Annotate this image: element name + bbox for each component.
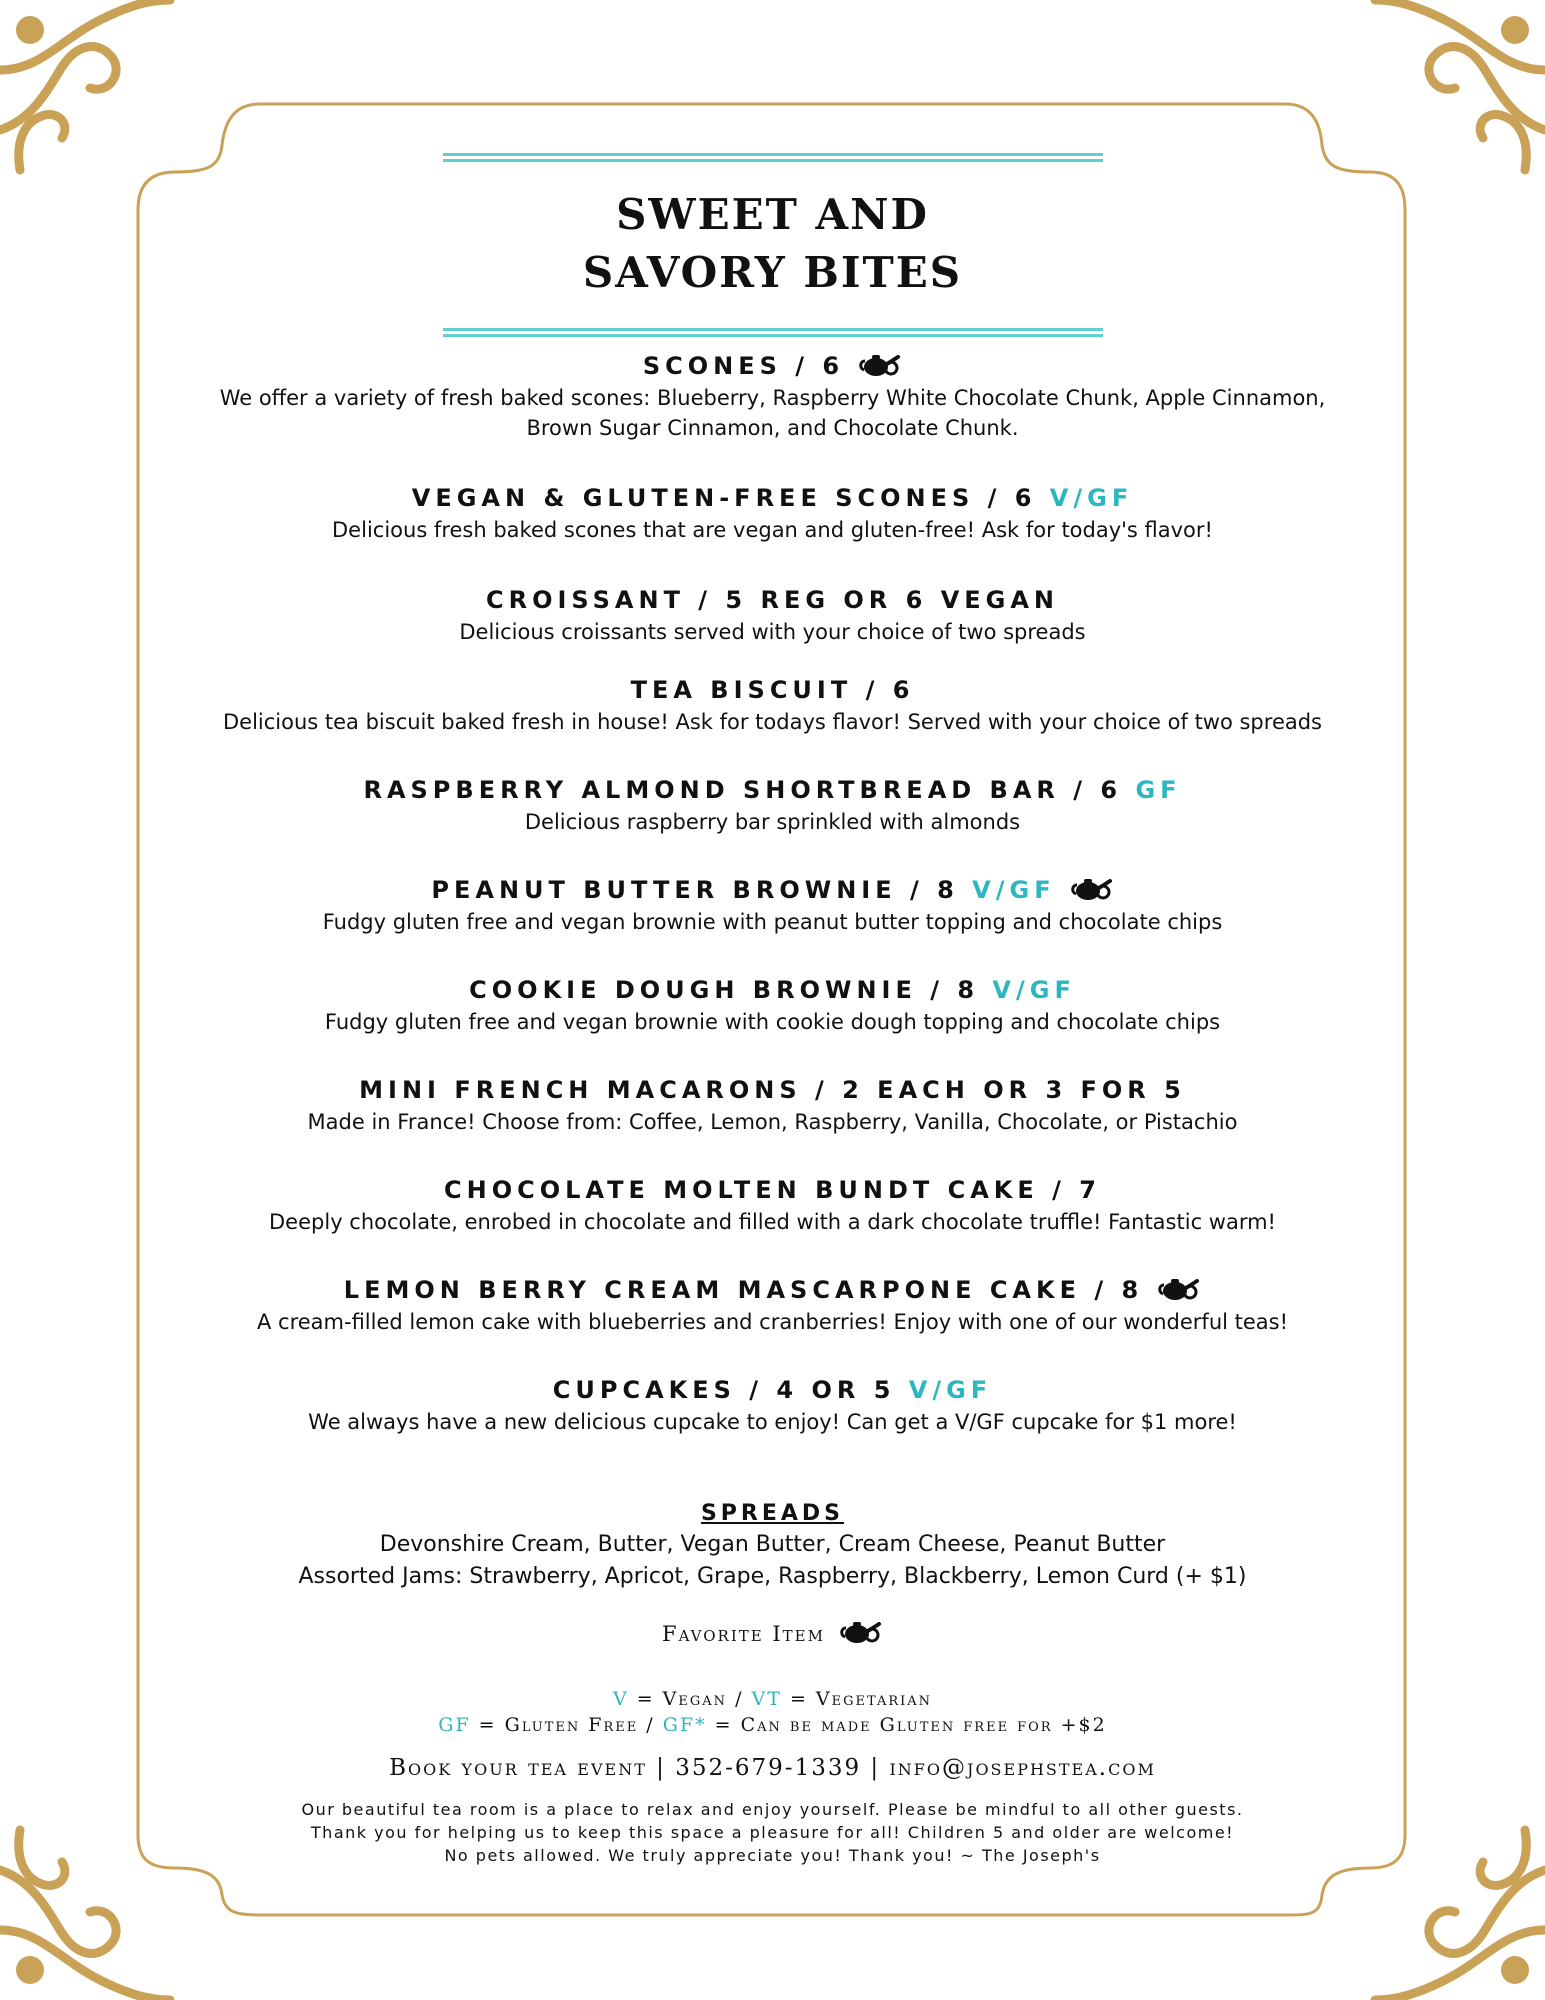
top-rule [443,153,1103,162]
menu-content [140,150,1405,1867]
menu-item [140,1073,1405,1137]
item-description: Fudgy gluten free and vegan brownie with cookie dough topping and chocolate chips [324,1010,1221,1034]
item-name: CUPCAKES / 4 OR 5 V/GF [552,1376,993,1404]
legend-gf: GF [438,1714,471,1736]
spreads-line-2: Assorted Jams: Strawberry, Apricot, Grape, Raspberry, Blackberry, Lemon Curd (+ $1) [298,1564,1247,1589]
item-description: Brown Sugar Cinnamon, and Chocolate Chunk. [526,416,1019,440]
item-description: We always have a new delicious cupcake to enjoy! Can get a V/GF cupcake for $1 more! [308,1410,1237,1434]
diet-tag: V/GF [908,1376,993,1404]
item-name: RASPBERRY ALMOND SHORTBREAD BAR / 6 GF [363,776,1182,804]
footer-note: Our beautiful tea room is a place to relax and enjoy yourself. Please be mindful to all other guests. Thank you for helping us to keep this space a pleasure for all! Children 5 and older are welcome! No pets allowed. We truly appreciate you! Thank you! ~ The Joseph's [301,1800,1244,1865]
legend-v: V [612,1688,629,1710]
item-description: A cream-filled lemon cake with blueberries and cranberries! Enjoy with one of our wonderful teas! [256,1310,1289,1334]
diet-tag: V/GF [992,976,1076,1004]
item-name: MINI FRENCH MACARONS / 2 EACH OR 3 FOR 5 [359,1076,1186,1104]
favorite-label: Favorite Item [662,1622,825,1646]
item-description: Made in France! Choose from: Coffee, Lemon, Raspberry, Vanilla, Chocolate, or Pistachio [307,1110,1238,1134]
diet-tag: V/GF [1049,484,1134,512]
diet-tag: V/GF [972,876,1056,904]
menu-items [140,349,1405,1437]
teapot-icon [839,1619,883,1645]
item-description: Fudgy gluten free and vegan brownie with peanut butter topping and chocolate chips [322,910,1223,934]
item-name: COOKIE DOUGH BROWNIE / 8 V/GF [469,976,1076,1004]
menu-item [140,773,1405,837]
menu-item [140,583,1405,647]
teapot-icon [858,352,902,378]
menu-item [140,673,1405,737]
diet-tag: GF [1135,776,1182,804]
item-name: CROISSANT / 5 REG OR 6 VEGAN [485,586,1060,614]
teapot-icon [1157,1276,1201,1302]
item-description: Delicious tea biscuit baked fresh in house! Ask for todays flavor! Served with your choice of two spreads [222,710,1322,734]
item-name: TEA BISCUIT / 6 [630,676,915,704]
item-description: Delicious fresh baked scones that are vegan and gluten-free! Ask for today's flavor! [332,518,1213,542]
spreads-line-1: Devonshire Cream, Butter, Vegan Butter, Cream Cheese, Peanut Butter [379,1532,1166,1557]
spreads-section [140,1499,1405,1593]
menu-item [140,873,1405,937]
page-title [140,186,1405,302]
menu-item [140,1373,1405,1437]
item-description: Deeply chocolate, enrobed in chocolate and filled with a dark chocolate truffle! Fantastic warm! [269,1210,1276,1234]
menu-item [140,481,1405,545]
item-name: PEANUT BUTTER BROWNIE / 8 V/GF [140,873,1405,907]
item-description: We offer a variety of fresh baked scones: Blueberry, Raspberry White Chocolate Chunk, Apple Cinnamon, [219,386,1326,410]
teapot-icon [1070,876,1114,902]
item-name: CHOCOLATE MOLTEN BUNDT CAKE / 7 [444,1176,1101,1204]
item-description: Delicious raspberry bar sprinkled with almonds [524,810,1021,834]
menu-item [140,349,1405,443]
diet-legend: V = Vegan / VT = Vegetarian GF = Gluten Free / GF* = Can be made Gluten free for +$2 [438,1688,1107,1736]
legend-gf-star: GF* [662,1714,707,1736]
item-name: SCONES / 6 [140,349,1405,383]
favorite-legend [140,1619,1405,1648]
title-line-1: SWEET AND [616,190,929,239]
title-line-2: SAVORY BITES [582,248,963,297]
menu-item [140,973,1405,1037]
bottom-rule [443,328,1103,337]
item-name: VEGAN & GLUTEN-FREE SCONES / 6 V/GF [411,484,1134,512]
spreads-title: SPREADS [700,1501,845,1526]
item-description: Delicious croissants served with your choice of two spreads [459,620,1086,644]
menu-item [140,1273,1405,1337]
book-event-line: Book your tea event | 352-679-1339 | info@josephstea.com [389,1755,1156,1781]
menu-item [140,1173,1405,1237]
item-name: LEMON BERRY CREAM MASCARPONE CAKE / 8 [140,1273,1405,1307]
legend-vt: VT [751,1688,782,1710]
